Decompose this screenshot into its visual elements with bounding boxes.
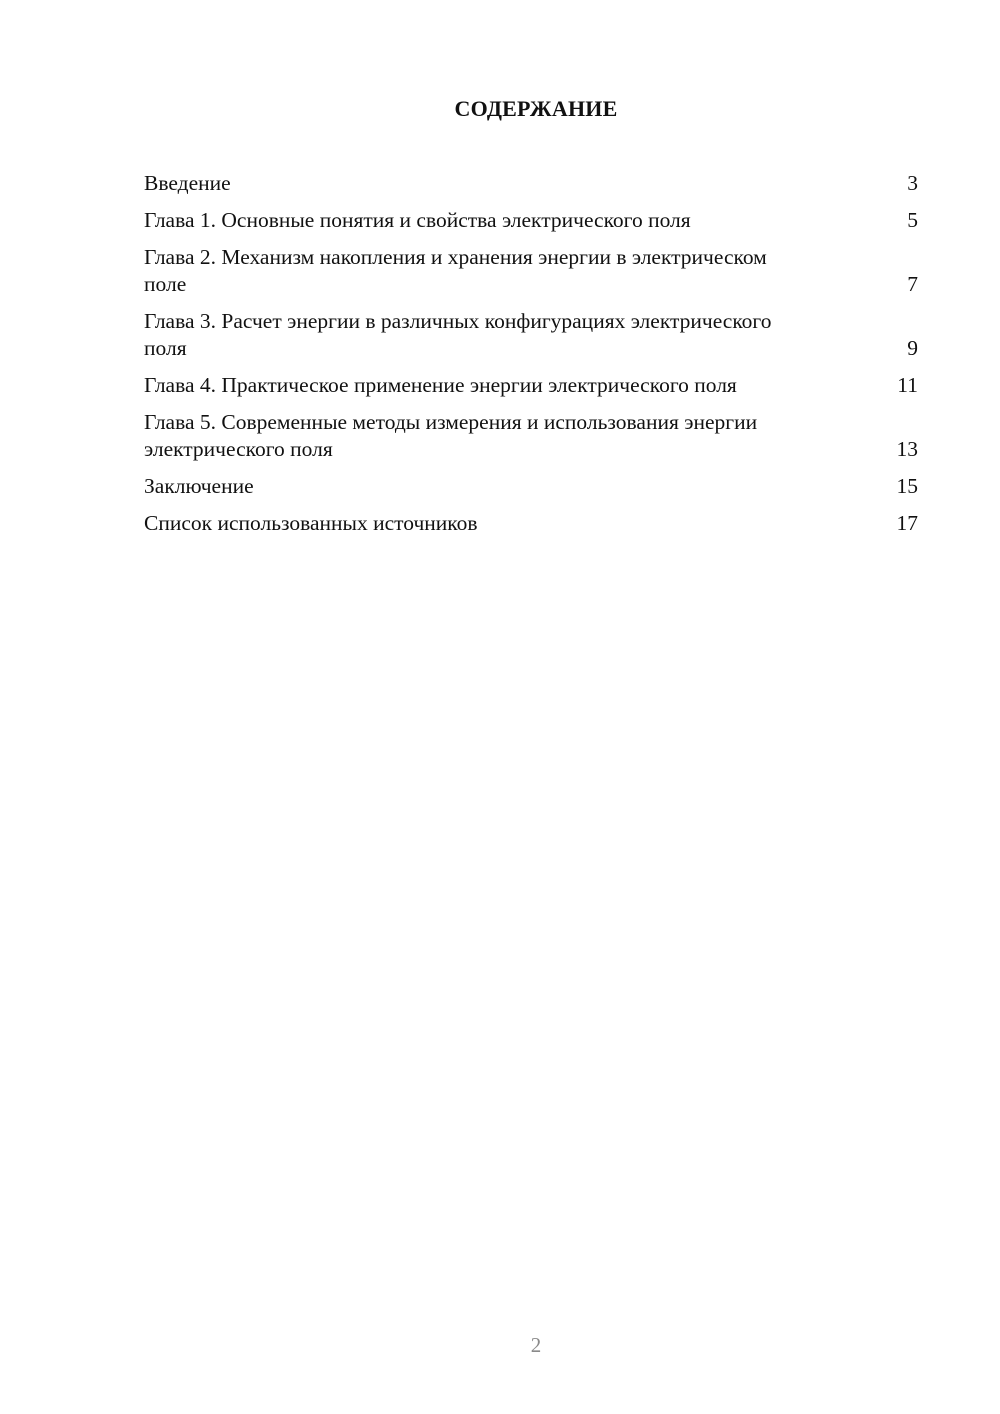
- toc-entry-page: 7: [907, 272, 918, 296]
- toc-entry-page: 9: [907, 336, 918, 360]
- toc-entry-references: [144, 510, 918, 537]
- toc-entry-page: 15: [896, 474, 918, 498]
- page-number: 2: [530, 1333, 542, 1357]
- toc-entry-chapter-5: [144, 409, 918, 463]
- toc-entry-label: Глава 5. Современные методы измерения и использования энергии электрического поля: [144, 410, 758, 461]
- toc-entry-label: Глава 1. Основные понятия и свойства электрического поля: [144, 208, 691, 232]
- toc-entry-label: Глава 3. Расчет энергии в различных конфигурациях электрического поля: [144, 309, 772, 360]
- toc-entry-chapter-4: [144, 372, 918, 399]
- toc-entry-page: 17: [896, 511, 918, 535]
- toc-entry-page: 3: [907, 171, 918, 195]
- toc-entry-page: 13: [896, 437, 918, 461]
- toc-entry-introduction: [144, 170, 918, 197]
- toc-entry-chapter-3: [144, 308, 918, 362]
- toc-entry-label: Заключение: [144, 474, 254, 498]
- toc-entry-chapter-1: [144, 207, 918, 234]
- toc-entry-page: 5: [907, 208, 918, 232]
- toc-entry-label: Список использованных источников: [144, 511, 478, 535]
- toc-title: СОДЕРЖАНИЕ: [454, 96, 618, 121]
- table-of-contents: [144, 170, 918, 547]
- toc-entry-label: Введение: [144, 171, 231, 195]
- toc-entry-page: 11: [897, 373, 918, 397]
- toc-entry-label: Глава 4. Практическое применение энергии электрического поля: [144, 373, 737, 397]
- toc-entry-conclusion: [144, 473, 918, 500]
- toc-entry-chapter-2: [144, 244, 918, 298]
- toc-entry-label: Глава 2. Механизм накопления и хранения энергии в электрическом поле: [144, 245, 767, 296]
